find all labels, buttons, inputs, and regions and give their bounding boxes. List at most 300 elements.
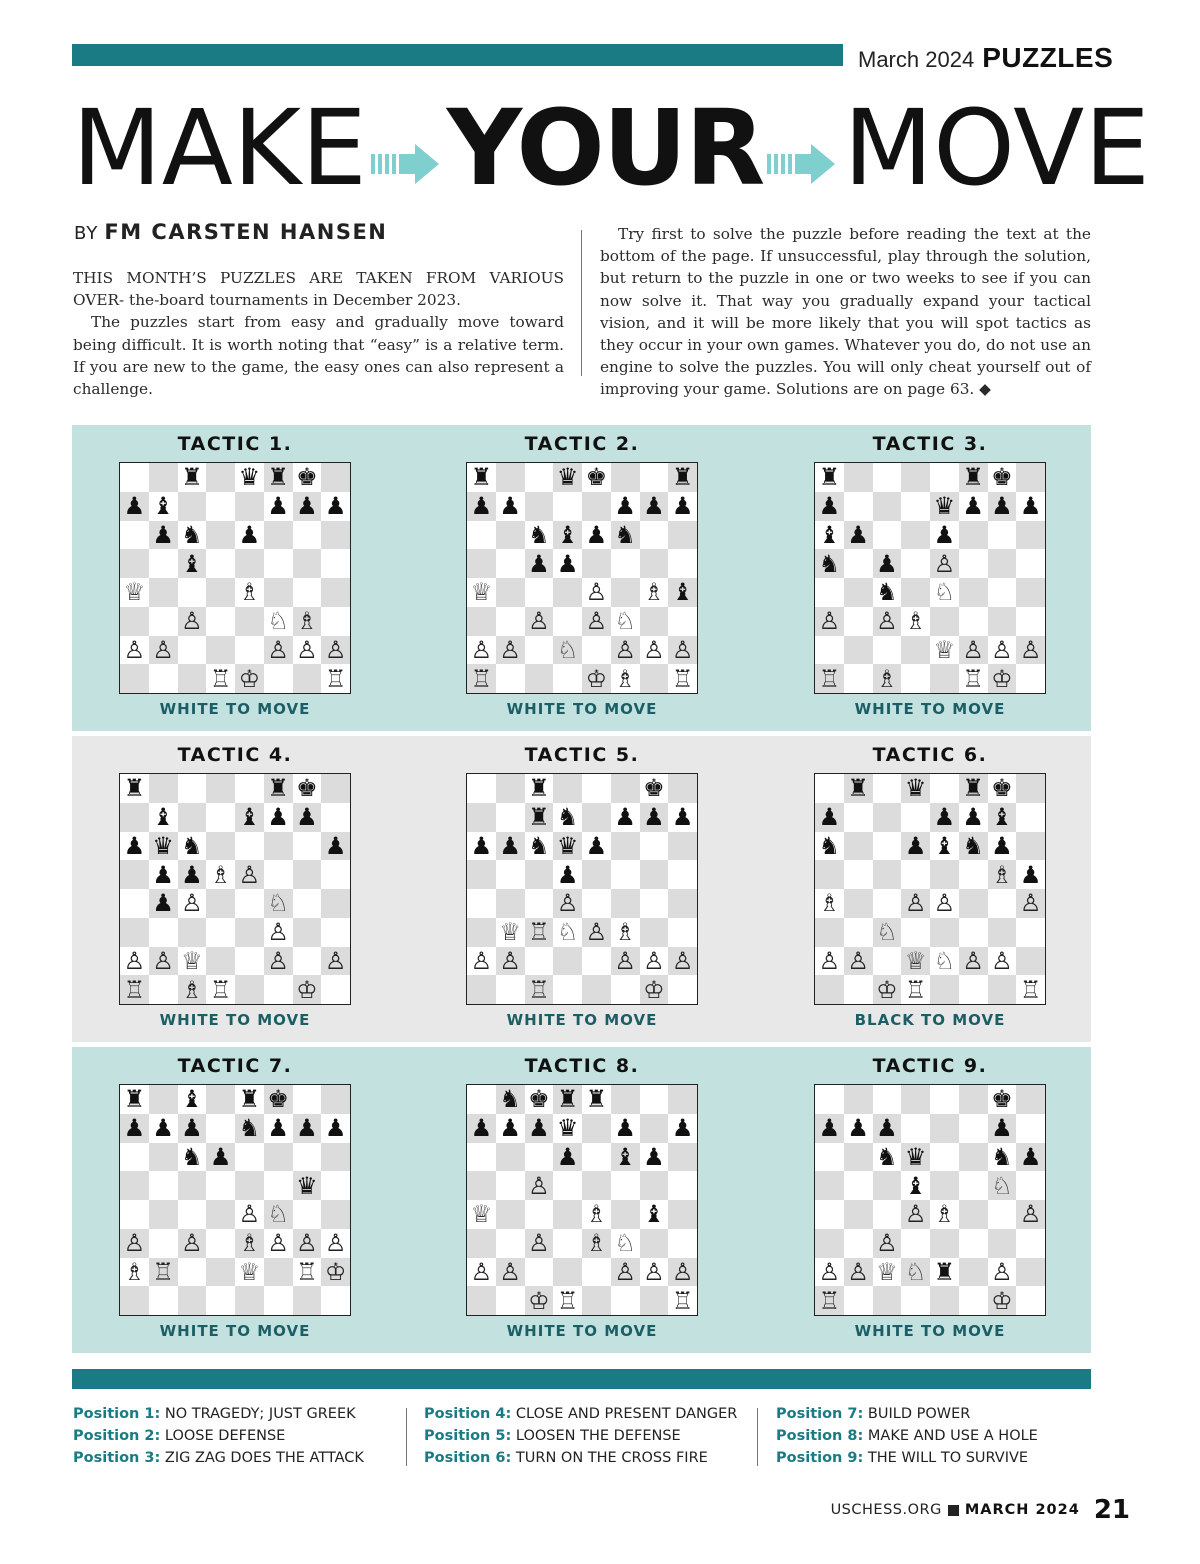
board-square [321, 803, 350, 832]
board-square [264, 1258, 293, 1287]
board-square [611, 549, 640, 578]
board-square [467, 1085, 496, 1114]
black-pawn-icon: ♟ [640, 1143, 669, 1172]
board-square [149, 1143, 178, 1172]
board-square [1016, 918, 1045, 947]
board-square [582, 549, 611, 578]
board-square [582, 1114, 611, 1143]
black-rook-icon: ♜ [844, 774, 873, 803]
black-king-icon: ♚ [988, 463, 1017, 492]
black-rook-icon: ♜ [959, 463, 988, 492]
chess-board [466, 1084, 698, 1316]
hint-text: TURN ON THE CROSS FIRE [515, 1450, 708, 1467]
board-square [815, 1171, 844, 1200]
white-bishop-icon: ♗ [206, 860, 235, 889]
board-square [178, 774, 207, 803]
board-square [873, 889, 902, 918]
board-square [844, 1085, 873, 1114]
hint-text: THE WILL TO SURVIVE [867, 1450, 1029, 1467]
black-pawn-icon: ♟ [1016, 492, 1045, 521]
black-bishop-icon: ♝ [640, 1200, 669, 1229]
column-divider [581, 230, 582, 376]
board-square [582, 889, 611, 918]
white-pawn-icon: ♙ [525, 1229, 554, 1258]
board-square [321, 549, 350, 578]
board-square [668, 1200, 697, 1229]
board-square [873, 521, 902, 550]
board-square [988, 1200, 1017, 1229]
black-bishop-icon: ♝ [930, 832, 959, 861]
board-square [553, 947, 582, 976]
board-square [321, 463, 350, 492]
board-square [264, 832, 293, 861]
board-square [959, 975, 988, 1004]
board-square [206, 1229, 235, 1258]
title-word-make: MAKE [72, 87, 367, 209]
board-square [178, 1286, 207, 1315]
white-knight-icon: ♘ [611, 1229, 640, 1258]
board-square [264, 860, 293, 889]
white-pawn-icon: ♙ [120, 1229, 149, 1258]
hint-label: Position 7: [776, 1406, 864, 1422]
hint-label: Position 5: [424, 1428, 512, 1445]
black-pawn-icon: ♟ [815, 492, 844, 521]
board-square [988, 1229, 1017, 1258]
white-pawn-icon: ♙ [873, 1229, 902, 1258]
white-rook-icon: ♖ [815, 1286, 844, 1315]
white-pawn-icon: ♙ [496, 1258, 525, 1287]
black-queen-icon: ♛ [553, 1114, 582, 1143]
board-square [525, 636, 554, 665]
black-knight-icon: ♞ [815, 832, 844, 861]
board-square [496, 578, 525, 607]
white-pawn-icon: ♙ [264, 636, 293, 665]
board-square [959, 918, 988, 947]
board-square [668, 774, 697, 803]
black-pawn-icon: ♟ [668, 1114, 697, 1143]
black-rook-icon: ♜ [525, 803, 554, 832]
board-square [582, 1258, 611, 1287]
white-rook-icon: ♖ [668, 1286, 697, 1315]
board-square [873, 832, 902, 861]
black-queen-icon: ♛ [901, 1143, 930, 1172]
black-pawn-icon: ♟ [959, 492, 988, 521]
white-pawn-icon: ♙ [844, 1258, 873, 1287]
board-square [553, 664, 582, 693]
board-square [988, 521, 1017, 550]
board-square [467, 860, 496, 889]
board-square [1016, 1171, 1045, 1200]
board-square [640, 1229, 669, 1258]
white-rook-icon: ♖ [1016, 975, 1045, 1004]
board-square [235, 1143, 264, 1172]
board-square [988, 607, 1017, 636]
board-square [640, 549, 669, 578]
board-square [496, 975, 525, 1004]
board-square [553, 1171, 582, 1200]
white-pawn-icon: ♙ [901, 889, 930, 918]
black-pawn-icon: ♟ [988, 1114, 1017, 1143]
board-square [467, 774, 496, 803]
board-square [668, 549, 697, 578]
board-square [668, 1085, 697, 1114]
white-pawn-icon: ♙ [815, 607, 844, 636]
black-pawn-icon: ♟ [873, 549, 902, 578]
black-rook-icon: ♜ [815, 463, 844, 492]
board-square [640, 1114, 669, 1143]
black-pawn-icon: ♟ [930, 521, 959, 550]
white-bishop-icon: ♗ [611, 664, 640, 693]
board-square [640, 1171, 669, 1200]
white-bishop-icon: ♗ [120, 1258, 149, 1287]
board-square [293, 521, 322, 550]
board-square [640, 664, 669, 693]
white-pawn-icon: ♙ [844, 947, 873, 976]
board-square [844, 463, 873, 492]
board-square [235, 774, 264, 803]
board-square [467, 975, 496, 1004]
board-square [496, 664, 525, 693]
arrow-right-icon [767, 96, 839, 200]
board-square [264, 578, 293, 607]
side-to-move: WHITE TO MOVE [854, 1322, 1006, 1340]
board-square [873, 463, 902, 492]
board-square [844, 1143, 873, 1172]
white-pawn-icon: ♙ [930, 889, 959, 918]
black-queen-icon: ♛ [293, 1171, 322, 1200]
board-square [120, 664, 149, 693]
board-square [264, 1143, 293, 1172]
board-square [496, 860, 525, 889]
board-square [178, 1200, 207, 1229]
white-bishop-icon: ♗ [611, 918, 640, 947]
white-king-icon: ♔ [873, 975, 902, 1004]
board-square [930, 975, 959, 1004]
board-square [1016, 521, 1045, 550]
board-square [235, 832, 264, 861]
black-pawn-icon: ♟ [901, 832, 930, 861]
board-square [611, 774, 640, 803]
board-square [901, 521, 930, 550]
board-square [844, 1171, 873, 1200]
board-square [901, 463, 930, 492]
white-queen-icon: ♕ [496, 918, 525, 947]
board-square [844, 1229, 873, 1258]
black-rook-icon: ♜ [120, 774, 149, 803]
board-square [901, 1229, 930, 1258]
board-square [293, 832, 322, 861]
issue-month: March 2024 [858, 47, 975, 72]
white-pawn-icon: ♙ [293, 636, 322, 665]
black-pawn-icon: ♟ [496, 1114, 525, 1143]
white-queen-icon: ♕ [467, 578, 496, 607]
black-king-icon: ♚ [525, 1085, 554, 1114]
board-square [235, 636, 264, 665]
header-rule [72, 44, 843, 66]
board-square [640, 463, 669, 492]
black-pawn-icon: ♟ [525, 549, 554, 578]
board-square [1016, 1114, 1045, 1143]
board-square [120, 918, 149, 947]
board-square [178, 1171, 207, 1200]
hints-divider [757, 1408, 758, 1466]
board-square [206, 1286, 235, 1315]
white-pawn-icon: ♙ [293, 1229, 322, 1258]
white-knight-icon: ♘ [611, 607, 640, 636]
board-square [120, 889, 149, 918]
white-rook-icon: ♖ [553, 1286, 582, 1315]
board-square [640, 1085, 669, 1114]
board-square [611, 832, 640, 861]
white-pawn-icon: ♙ [988, 1258, 1017, 1287]
board-square [844, 860, 873, 889]
board-square [901, 492, 930, 521]
black-rook-icon: ♜ [582, 1085, 611, 1114]
black-knight-icon: ♞ [988, 1143, 1017, 1172]
white-rook-icon: ♖ [901, 975, 930, 1004]
board-square [553, 607, 582, 636]
board-square [293, 918, 322, 947]
board-square [467, 549, 496, 578]
black-pawn-icon: ♟ [264, 492, 293, 521]
board-square [149, 918, 178, 947]
white-queen-icon: ♕ [235, 1258, 264, 1287]
board-square [206, 636, 235, 665]
black-pawn-icon: ♟ [235, 521, 264, 550]
white-pawn-icon: ♙ [815, 1258, 844, 1287]
board-square [668, 860, 697, 889]
board-square [235, 918, 264, 947]
board-square [959, 1286, 988, 1315]
board-square [206, 492, 235, 521]
black-bishop-icon: ♝ [668, 578, 697, 607]
board-square [496, 607, 525, 636]
board-square [149, 774, 178, 803]
board-square [321, 1200, 350, 1229]
board-square [264, 521, 293, 550]
board-square [959, 1229, 988, 1258]
hints-column-1 [73, 1403, 403, 1470]
side-to-move: WHITE TO MOVE [159, 1011, 311, 1029]
board-square [525, 1143, 554, 1172]
black-knight-icon: ♞ [496, 1085, 525, 1114]
board-square [120, 1200, 149, 1229]
board-square [149, 463, 178, 492]
board-square [235, 889, 264, 918]
board-square [901, 918, 930, 947]
board-square [988, 889, 1017, 918]
black-knight-icon: ♞ [873, 1143, 902, 1172]
board-square [844, 549, 873, 578]
black-pawn-icon: ♟ [1016, 860, 1045, 889]
board-square [668, 1143, 697, 1172]
board-square [844, 578, 873, 607]
white-bishop-icon: ♗ [901, 607, 930, 636]
board-square [149, 1286, 178, 1315]
board-square [901, 578, 930, 607]
white-pawn-icon: ♙ [988, 947, 1017, 976]
white-queen-icon: ♕ [930, 636, 959, 665]
board-square [235, 549, 264, 578]
board-square [525, 578, 554, 607]
board-square [120, 1171, 149, 1200]
page-footer [831, 1495, 1130, 1525]
black-queen-icon: ♛ [149, 832, 178, 861]
hint-text: NO TRAGEDY; JUST GREEK [164, 1406, 356, 1422]
black-pawn-icon: ♟ [611, 1114, 640, 1143]
white-pawn-icon: ♙ [321, 1229, 350, 1258]
board-square [149, 975, 178, 1004]
white-pawn-icon: ♙ [467, 636, 496, 665]
board-square [321, 1171, 350, 1200]
board-square [467, 521, 496, 550]
hint-item [424, 1403, 754, 1425]
intro-paragraph [600, 223, 1091, 401]
board-square [1016, 774, 1045, 803]
chess-board [814, 773, 1046, 1005]
hint-text: MAKE AND USE A HOLE [867, 1428, 1038, 1445]
black-pawn-icon: ♟ [988, 492, 1017, 521]
white-bishop-icon: ♗ [582, 1200, 611, 1229]
black-queen-icon: ♛ [930, 492, 959, 521]
white-queen-icon: ♕ [901, 947, 930, 976]
black-pawn-icon: ♟ [640, 492, 669, 521]
board-square [844, 607, 873, 636]
black-pawn-icon: ♟ [293, 492, 322, 521]
board-square [321, 860, 350, 889]
white-pawn-icon: ♙ [235, 860, 264, 889]
page-title [72, 87, 1150, 209]
black-knight-icon: ♞ [525, 521, 554, 550]
board-square [178, 578, 207, 607]
intro-lead: THIS MONTH’S PUZZLES ARE TAKEN FROM VARIOUS OVER- [73, 269, 564, 310]
board-square [930, 664, 959, 693]
white-knight-icon: ♘ [264, 1200, 293, 1229]
chess-board [119, 773, 351, 1005]
white-rook-icon: ♖ [206, 664, 235, 693]
board-square [206, 947, 235, 976]
white-pawn-icon: ♙ [264, 947, 293, 976]
footer-rule [72, 1369, 1091, 1389]
board-square [668, 975, 697, 1004]
board-square [206, 463, 235, 492]
board-square [235, 492, 264, 521]
white-pawn-icon: ♙ [149, 947, 178, 976]
board-square [959, 1171, 988, 1200]
board-square [873, 803, 902, 832]
black-pawn-icon: ♟ [844, 1114, 873, 1143]
board-square [959, 1258, 988, 1287]
white-pawn-icon: ♙ [120, 947, 149, 976]
white-pawn-icon: ♙ [553, 889, 582, 918]
board-square [582, 803, 611, 832]
board-square [293, 1085, 322, 1114]
board-square [467, 803, 496, 832]
board-square [264, 1171, 293, 1200]
black-king-icon: ♚ [582, 463, 611, 492]
board-square [496, 521, 525, 550]
black-knight-icon: ♞ [178, 832, 207, 861]
board-square [525, 1200, 554, 1229]
white-king-icon: ♔ [988, 664, 1017, 693]
white-pawn-icon: ♙ [467, 1258, 496, 1287]
board-square [321, 774, 350, 803]
board-square [264, 664, 293, 693]
board-square [959, 521, 988, 550]
black-king-icon: ♚ [988, 1085, 1017, 1114]
white-pawn-icon: ♙ [959, 947, 988, 976]
white-rook-icon: ♖ [467, 664, 496, 693]
board-square [149, 1085, 178, 1114]
board-square [293, 947, 322, 976]
board-square [959, 607, 988, 636]
board-square [844, 636, 873, 665]
white-pawn-icon: ♙ [640, 947, 669, 976]
board-square [120, 607, 149, 636]
side-to-move: WHITE TO MOVE [854, 700, 1006, 718]
board-square [873, 1200, 902, 1229]
board-square [844, 1286, 873, 1315]
board-square [1016, 463, 1045, 492]
board-square [206, 1114, 235, 1143]
board-square [959, 549, 988, 578]
hint-label: Position 4: [424, 1406, 512, 1422]
white-pawn-icon: ♙ [178, 1229, 207, 1258]
arrow-right-icon [371, 96, 443, 200]
black-pawn-icon: ♟ [988, 832, 1017, 861]
white-rook-icon: ♖ [668, 664, 697, 693]
board-square [844, 832, 873, 861]
side-to-move: WHITE TO MOVE [506, 1322, 658, 1340]
board-square [264, 1286, 293, 1315]
board-square [873, 947, 902, 976]
black-pawn-icon: ♟ [206, 1143, 235, 1172]
hint-text: BUILD POWER [867, 1406, 971, 1422]
white-bishop-icon: ♗ [988, 860, 1017, 889]
board-square [873, 860, 902, 889]
board-square [1016, 1229, 1045, 1258]
black-knight-icon: ♞ [525, 832, 554, 861]
board-square [206, 1085, 235, 1114]
board-square [611, 578, 640, 607]
board-square [815, 918, 844, 947]
black-rook-icon: ♜ [525, 774, 554, 803]
black-pawn-icon: ♟ [264, 803, 293, 832]
black-knight-icon: ♞ [178, 1143, 207, 1172]
board-square [930, 463, 959, 492]
intro-paragraph-text: Try first to solve the puzzle before reading the text at the bottom of the page. If unsuccessful, play through the solution, but return to the puzzle in one or two weeks to see if you can now solve it. That way you gradually expand your tactical vision, and it will be more likely that you will spot tactics as they occur in your own games. Whatever you do, do not use an engine to solve the puzzles. You will only cheat yourself out of improving your game. Solutions are on page 63. [600, 225, 1091, 399]
board-square [206, 832, 235, 861]
board-square [611, 1085, 640, 1114]
board-square [930, 1085, 959, 1114]
board-square [930, 860, 959, 889]
white-rook-icon: ♖ [321, 664, 350, 693]
white-rook-icon: ♖ [149, 1258, 178, 1287]
black-pawn-icon: ♟ [149, 860, 178, 889]
board-square [930, 1171, 959, 1200]
hint-text: CLOSE AND PRESENT DANGER [515, 1406, 738, 1422]
black-pawn-icon: ♟ [959, 803, 988, 832]
board-square [206, 889, 235, 918]
board-square [206, 1200, 235, 1229]
board-square [844, 664, 873, 693]
white-pawn-icon: ♙ [668, 1258, 697, 1287]
black-pawn-icon: ♟ [149, 1114, 178, 1143]
board-square [1016, 832, 1045, 861]
board-square [815, 1229, 844, 1258]
black-rook-icon: ♜ [264, 774, 293, 803]
black-queen-icon: ♛ [553, 832, 582, 861]
